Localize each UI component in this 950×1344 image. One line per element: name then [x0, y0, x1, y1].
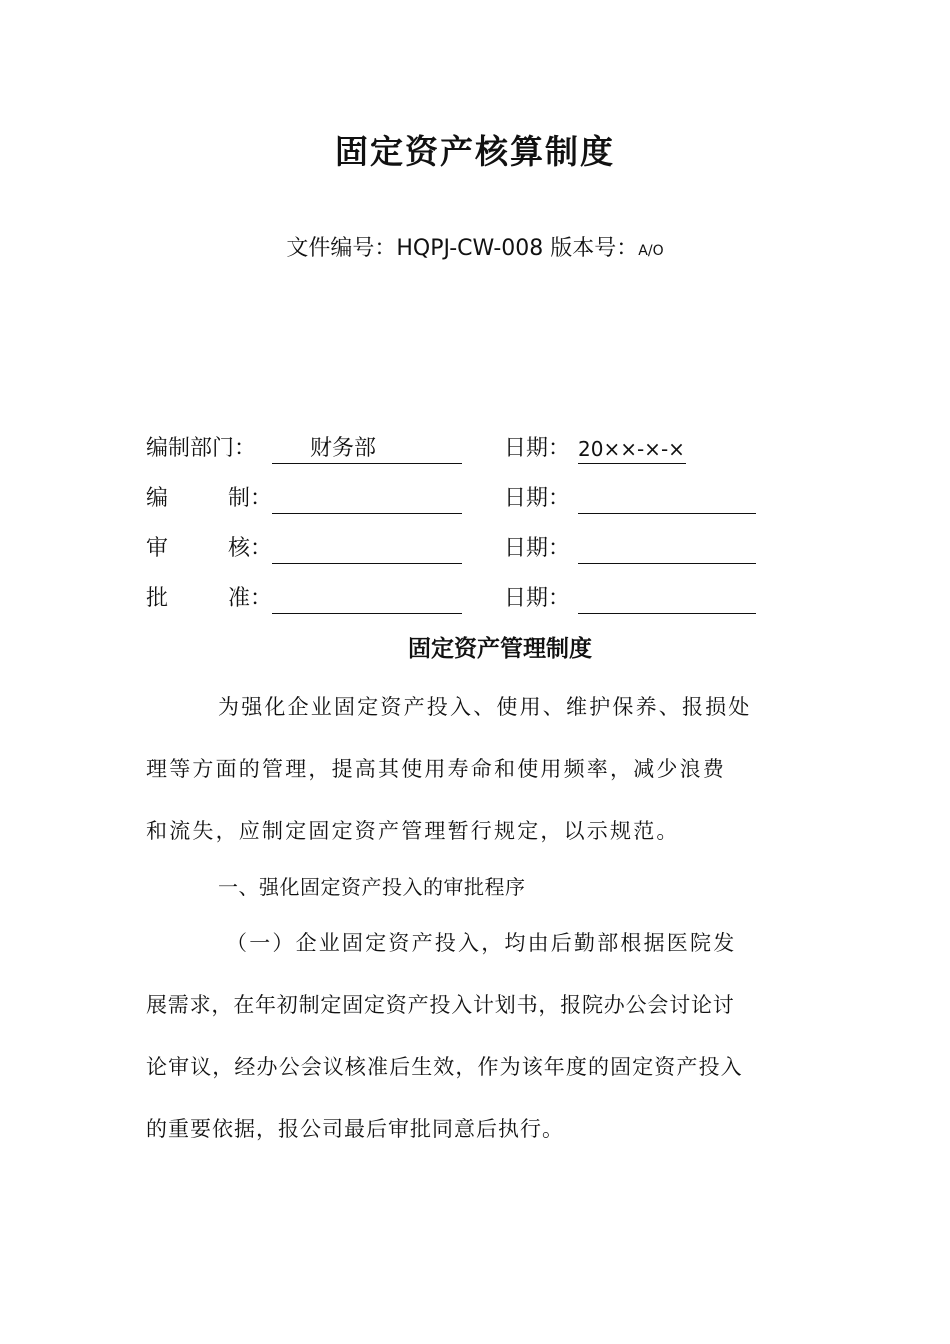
body-paragraph-line: 和流失，应制定固定资产管理暂行规定，以示规范。: [146, 819, 680, 843]
document-meta: [0, 232, 950, 268]
signoff-label-department: 编制部门：: [146, 436, 257, 461]
signoff-date-label-reviewed: 日期：: [504, 536, 571, 561]
document-version: A/O: [638, 243, 664, 259]
signoff-label-approved-char2: 准：: [227, 586, 272, 611]
signoff-field-department: [272, 432, 462, 464]
signoff-label-reviewed-char1: 审: [146, 536, 169, 561]
heading-level1: [146, 856, 806, 918]
body-paragraph-line: （一）企业固定资产投入，均由后勤部根据医院发: [226, 931, 737, 955]
signoff-row-department: [146, 432, 806, 466]
heading-approval-procedure: 一、强化固定资产投入的审批程序: [218, 875, 526, 899]
body-paragraph-line: 论审议，经办公会议核准后生效，作为该年度的固定资产投入: [146, 1055, 743, 1079]
signoff-date-field-approved: [578, 582, 756, 614]
body-text-section-1: [146, 912, 806, 1160]
document-number: 文件编号：HQPJ-CW-008 版本号：: [286, 236, 639, 261]
signoff-field-reviewed: [272, 532, 462, 564]
signoff-date-label-prepared: 日期：: [504, 486, 571, 511]
body-paragraph-line: 为强化企业固定资产投入、使用、维护保养、报损处: [218, 695, 752, 719]
signoff-date-field-prepared: [578, 482, 756, 514]
signoff-label-reviewed: [146, 532, 272, 566]
signoff-date-value-department: 20××-×-×: [578, 437, 685, 461]
signoff-label-reviewed-char2: 核：: [227, 536, 272, 561]
body-text: [146, 676, 806, 862]
signoff-field-prepared: [272, 482, 462, 514]
signoff-label-prepared-char1: 编: [146, 486, 169, 511]
signoff-label-prepared: [146, 482, 272, 516]
signoff-value-department: 财务部: [310, 436, 377, 461]
signoff-row-reviewed: [146, 532, 806, 566]
signoff-row-approved: [146, 582, 806, 616]
signoff-date-field-department: [578, 432, 686, 464]
body-paragraph-line: 理等方面的管理，提高其使用寿命和使用频率，减少浪费: [146, 757, 726, 781]
signoff-date-label-approved: 日期：: [504, 586, 571, 611]
signoff-label-approved: [146, 582, 272, 616]
section-title: 固定资产管理制度: [408, 636, 592, 662]
body-paragraph-line: 展需求，在年初制定固定资产投入计划书，报院办公会讨论讨: [146, 993, 735, 1017]
signoff-field-approved: [272, 582, 462, 614]
document-title: 固定资产核算制度: [335, 132, 615, 171]
signoff-label-prepared-char2: 制：: [227, 486, 272, 511]
body-paragraph-line: 的重要依据，报公司最后审批同意后执行。: [146, 1117, 564, 1141]
signoff-row-prepared: [146, 482, 806, 516]
signoff-date-label-department: 日期：: [504, 436, 571, 461]
signoff-date-field-reviewed: [578, 532, 756, 564]
signoff-label-approved-char1: 批: [146, 586, 169, 611]
